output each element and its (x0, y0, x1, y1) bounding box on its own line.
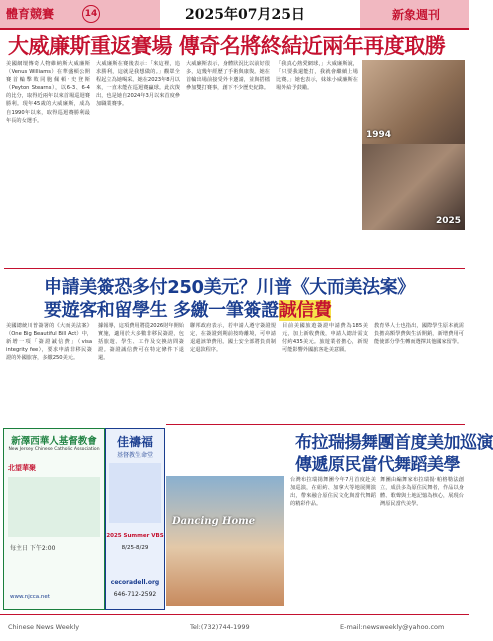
ministry-ad-dates: 8/25-8/29 (121, 545, 149, 551)
ministry-ad-subtitle: 基督教生命堂 (116, 452, 153, 459)
story2-column: 據報導，這項費用將從2026財年開始實施，適用於大多數非移民簽證，包括旅遊、學生、工作及交換訪問簽證。簽證誠信費可在特定條件下退還。 (98, 323, 184, 362)
photo-year-label: 2025 (435, 216, 461, 226)
story1-photo-1994 (362, 60, 465, 144)
story3-column: 台灣布拉瑞揚舞團今年7月首度赴美加巡演，在紐約、加拿大等地展開演出，帶來融合原住民文化與當代舞蹈的精彩作品。 (290, 477, 376, 508)
story2-column: 美國總統川普簽署的《大而美法案》（One Big Beautiful Bill Act）中，新增一項「簽證誠信費」（visa integrity fee），要求申請非移民簽證的外國旅客，多繳250美元。 (6, 323, 92, 362)
section-divider (4, 268, 465, 269)
issue-date: 2025年07月25日 (185, 7, 305, 23)
story2-headline-highlight: 誠信費 (278, 300, 332, 321)
photo-year-label: 1994 (366, 130, 392, 140)
ministry-ad-phone: 646-712-2592 (113, 591, 157, 598)
church-ad-schedule-box (8, 477, 100, 537)
page-footer (0, 614, 469, 641)
page-number: 14 (82, 5, 100, 23)
story2-column: 教育界人士也指出，國際學生原本就需負擔高額學費與生活開銷，新增費用可能使部分學生轉而選擇其他國家留學。 (374, 323, 464, 346)
story3-headline-line1: 布拉瑞揚舞團首度美加巡演 (295, 433, 493, 453)
story2-headline-plain: 要遊客和留學生 多繳一筆簽證 (44, 300, 279, 321)
church-ad-subtitle: New Jersey Chinese Catholic Association (8, 447, 100, 452)
story1-column: 大威廉斯表示，身體狀況比以前好很多，這幾年經歷了手術與康復。她在首輪出場前接受外卡邀請，並與搭檔參加雙打賽事，創下不少歷史紀錄。 (186, 61, 270, 92)
photo-caption: Dancing Home (172, 516, 256, 527)
story1-column: 大威廉斯在賽後表示：「來這裡，追求勝利，這就是我想做的。」觀眾全程起立為她喝采。她在2023年8月以來，一直未能在巡迴賽贏球。此次復出，也是她自2024年3月以來首度參加職業賽事。 (96, 61, 180, 108)
story3-column: 舞團由編舞家布拉瑞揚‧帕格勒法創立，成員多為原住民舞者，作品以身體、歌聲與土地記憶為核心，展現台灣原民當代美學。 (380, 477, 464, 508)
ministry-advertisement (105, 428, 165, 610)
church-advertisement (3, 428, 105, 610)
publication-name: 新象週刊 (392, 8, 441, 22)
church-ad-title: 新澤西華人基督教會 (11, 436, 97, 447)
story2-headline-line1: 申請美簽恐多付250美元？川普《大而美法案》 (44, 277, 415, 298)
story1-photo-2025 (362, 144, 465, 230)
ministry-ad-website[interactable]: cecoradell.org (110, 579, 160, 586)
story3-headline-line2: 傳遞原民當代舞蹈美學 (295, 455, 460, 475)
church-ad-times: 每主日 下午2:00 (10, 545, 56, 552)
footer-email[interactable]: E-mail:newsweekly@yahoo.com (340, 623, 445, 631)
section-divider (166, 424, 465, 425)
ministry-ad-program: 2025 Summer VBS (106, 533, 164, 539)
story3-dance-photo (166, 476, 284, 606)
ministry-ad-info-box (109, 463, 161, 523)
church-ad-location: 北望華聚 (8, 464, 36, 472)
story1-column: 美國網壇傳奇人物維納斯大威廉斯（Venus Williams）在華盛頓公開賽首輪擊敗同胞佩頓‧史登斯（Peyton Stearns），以6-3、6-4的比分，取得近兩年以來首場巡迴賽勝利。現年45歲的大威廉斯，成為自1990年以來，取得巡迴賽勝利最年長的女選手。 (6, 61, 90, 124)
story1-column: 「我真心熱愛網球，」大威廉斯說，「只要我還能打，我就會繼續上場比賽。」她也表示，妹妹小威廉斯在場外給予鼓勵。 (276, 61, 358, 92)
story1-headline: 大威廉斯重返賽場 傳奇名將終結近兩年再度取勝 (8, 34, 446, 58)
story2-column: 聯邦政府表示，若申請人遵守簽證規定，在簽證到期前按時離境，可申請退還該筆費用。國土安全部將負責制定退款程序。 (190, 323, 276, 354)
ministry-ad-title: 佳禱福 (116, 435, 153, 449)
story2-headline-line2 (44, 296, 331, 322)
footer-phone: Tel:(732)744-1999 (190, 623, 250, 631)
footer-publication: Chinese News Weekly (8, 623, 80, 631)
story2-column: 目前美國旅遊簽證申請費為185美元，加上新收費後，申請人總計需支付約435美元。旅遊業者擔心，新規可能影響外國旅客赴美意願。 (282, 323, 368, 354)
church-ad-website[interactable]: www.njcca.net (10, 594, 50, 600)
section-title: 體育競賽 (6, 7, 55, 21)
